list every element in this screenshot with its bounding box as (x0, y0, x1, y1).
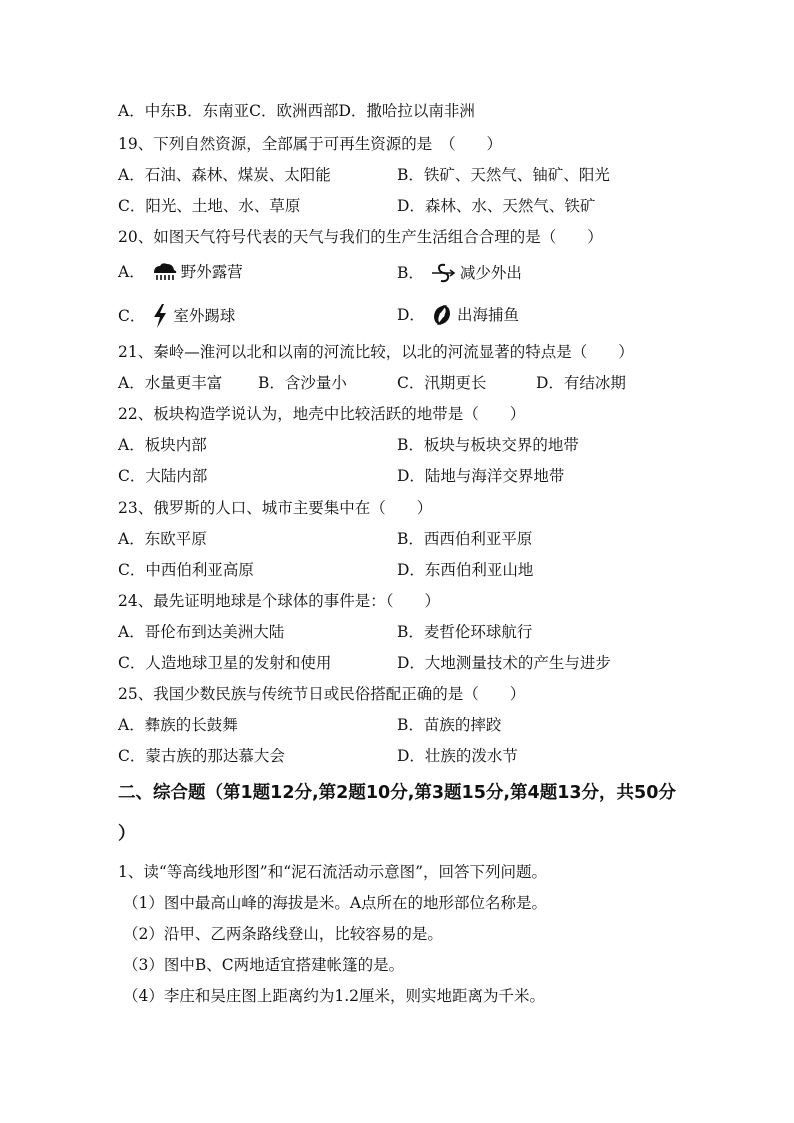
q19-option-a: A．石油、森林、煤炭、太阳能 (118, 166, 331, 184)
q19-stem: 19、下列自然资源，全部属于可再生资源的是 （ ） (118, 135, 502, 153)
q20-option-b-letter: B． (397, 264, 424, 282)
section-2-title: 二、综合题（第1题12分,第2题10分,第3题15分,第4题13分，共50分 (118, 783, 676, 803)
sandstorm-icon (430, 262, 456, 284)
s2-q1-part-1: （1）图中最高山峰的海拔是米。A点所在的地形部位名称是。 (123, 894, 548, 912)
q19-option-c: C．阳光、土地、水、草原 (118, 197, 301, 215)
q20-option-a (118, 262, 243, 282)
q24-option-c: C．人造地球卫星的发射和使用 (118, 654, 332, 672)
q20-option-b-text: 减少外出 (459, 264, 522, 282)
s2-q1-part-4: （4）李庄和吴庄图上距离约为1.2厘米，则实地距离为千米。 (123, 987, 546, 1005)
q20-option-d-letter: D． (397, 306, 425, 324)
s2-q1-part-2: （2）沿甲、乙两条路线登山，比较容易的是。 (123, 925, 443, 943)
q20-option-d-text: 出海捕鱼 (456, 306, 519, 324)
q19-option-b: B．铁矿、天然气、铀矿、阳光 (397, 166, 610, 184)
q20-option-a-text: 野外露营 (180, 263, 243, 281)
q21-stem: 21、秦岭—淮河以北和以南的河流比较，以北的河流显著的特点是（ ） (118, 343, 634, 361)
s2-q1-stem: 1、读“等高线地形图”和“泥石流活动示意图”，回答下列问题。 (118, 863, 548, 881)
thunder-bolt-icon (151, 303, 169, 329)
q24-stem: 24、最先证明地球是个球体的事件是：（ ） (118, 592, 440, 610)
q25-option-a: A．彝族的长鼓舞 (118, 716, 238, 734)
q23-option-d: D．东西伯利亚山地 (397, 561, 534, 579)
q20-option-c-letter: C． (118, 307, 146, 325)
q19-option-d: D．森林、水、天然气、铁矿 (397, 197, 596, 215)
typhoon-icon (431, 303, 453, 327)
q20-option-b (397, 262, 522, 284)
q24-option-d: D．大地测量技术的产生与进步 (397, 654, 611, 672)
rain-cloud-icon (151, 262, 177, 282)
s2-q1-part-3: （3）图中B、C两地适宜搭建帐篷的是。 (123, 956, 405, 974)
q22-option-a: A．板块内部 (118, 436, 207, 454)
q20-option-a-letter: A． (118, 263, 145, 281)
q25-option-c: C．蒙古族的那达慕大会 (118, 747, 285, 765)
q22-option-b: B．板块与板块交界的地带 (397, 436, 579, 454)
section-2-title-end: ） (118, 824, 136, 844)
q25-option-b: B．苗族的摔跤 (397, 716, 502, 734)
q23-option-c: C．中西伯利亚高原 (118, 561, 254, 579)
q24-option-b: B．麦哲伦环球航行 (397, 623, 533, 641)
q21-option-c: C．汛期更长 (397, 374, 487, 392)
q22-stem: 22、板块构造学说认为，地壳中比较活跃的地带是（ ） (118, 405, 526, 423)
q21-option-b: B．含沙量小 (258, 374, 347, 392)
q23-option-b: B．西西伯利亚平原 (397, 530, 533, 548)
q21-option-a: A．水量更丰富 (118, 374, 223, 392)
q25-option-d: D．壮族的泼水节 (397, 747, 518, 765)
q22-option-d: D．陆地与海洋交界地带 (397, 467, 565, 485)
q22-option-c: C．大陆内部 (118, 467, 208, 485)
q18-options: A．中东B．东南亚C．欧洲西部D．撒哈拉以南非洲 (118, 102, 475, 120)
q23-option-a: A．东欧平原 (118, 530, 207, 548)
q20-option-c-text: 室外踢球 (173, 307, 236, 325)
q21-option-d: D．有结冰期 (536, 374, 626, 392)
q25-stem: 25、我国少数民族与传统节日或民俗搭配正确的是（ ） (118, 685, 526, 703)
q20-stem: 20、如图天气符号代表的天气与我们的生产生活组合合理的是（ ） (118, 228, 603, 246)
q23-stem: 23、俄罗斯的人口、城市主要集中在（ ） (118, 499, 433, 517)
q20-option-d (397, 303, 519, 327)
q24-option-a: A．哥伦布到达美洲大陆 (118, 623, 285, 641)
q20-option-c (118, 303, 235, 329)
